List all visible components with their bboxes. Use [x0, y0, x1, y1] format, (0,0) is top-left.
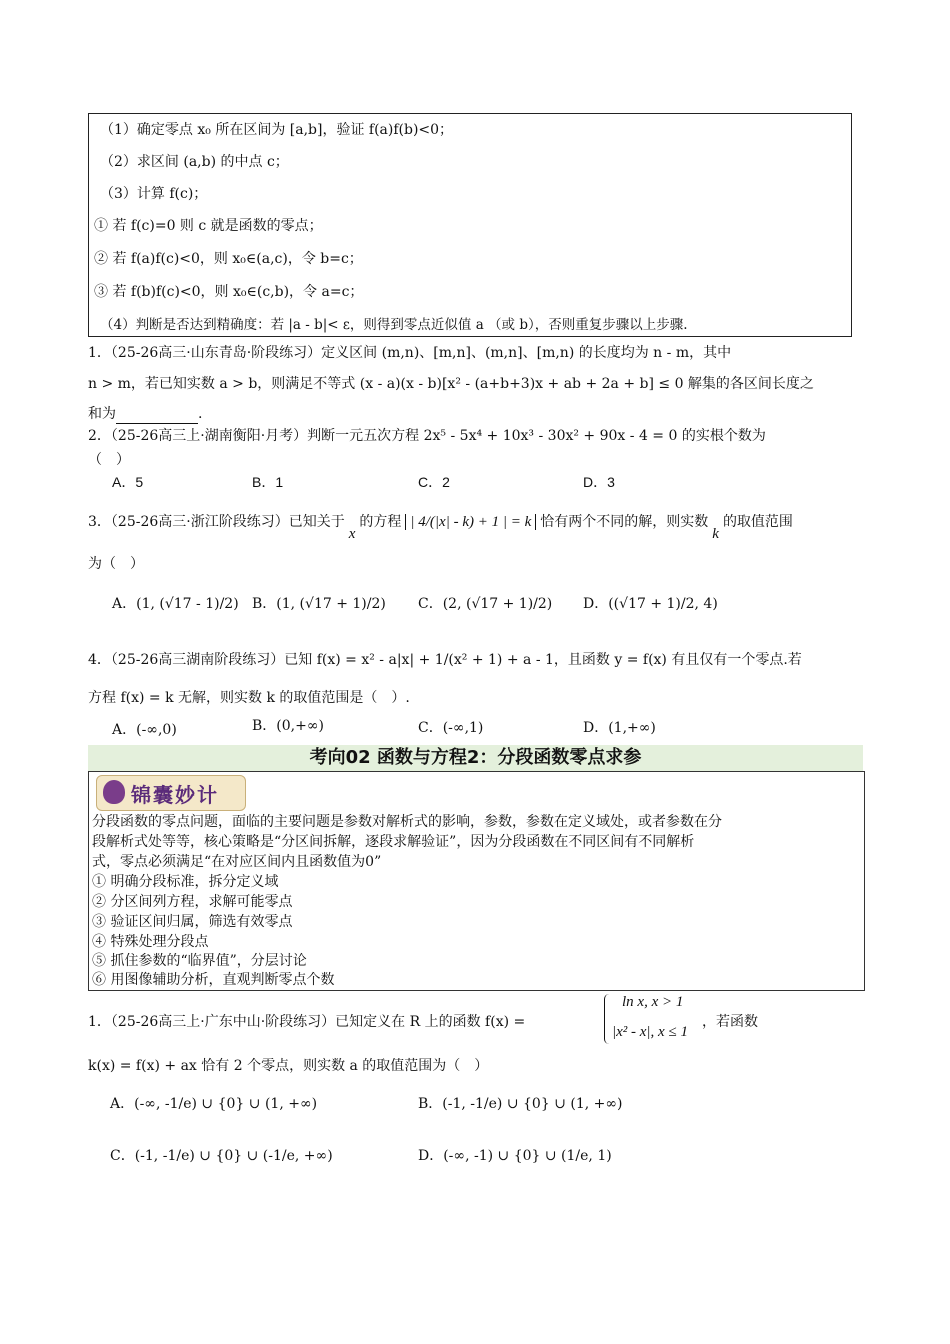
q3-line2: 为（ ）	[88, 556, 144, 572]
q2-line2: （ ）	[88, 452, 130, 468]
q2-option-d[interactable]: D．3	[583, 474, 615, 490]
tips-para-3: 式，零点必须满足“在对应区间内且函数值为0”	[92, 854, 382, 870]
section-title: 考向02 函数与方程2：分段函数零点求参	[88, 745, 863, 771]
q1-line3-text: 和为	[88, 406, 116, 422]
tips-para-2: 段解析式处等等，核心策略是“分区间拆解，逐段求解验证”，因为分段函数在不同区间有不同解析	[92, 834, 695, 850]
q2-line1: 2．（25-26高三上·湖南衡阳·月考）判断一元五次方程 2x⁵ - 5x⁴ + 10x³ - 30x² + 90x - 4 = 0 的实根个数为	[88, 428, 766, 444]
step-case-3: ③ 若 f(b)f(c)<0，则 x₀∈(c,b)，令 a=c；	[94, 284, 364, 300]
q5-case-1: ln x, x > 1	[622, 994, 684, 1010]
q3-text-d: 的取值范围	[722, 514, 793, 530]
step-1: （1）确定零点 x₀ 所在区间为 [a,b]，验证 f(a)f(b)<0；	[100, 122, 454, 138]
tips-para-1: 分段函数的零点问题，面临的主要问题是参数对解析式的影响，参数，参数在定义域处，或者参数在分	[92, 814, 722, 830]
q3-text-c: 恰有两个不同的解，则实数	[540, 514, 709, 530]
step-3: （3）计算 f(c)；	[100, 186, 208, 202]
q4-option-c[interactable]: C．(-∞,1)	[418, 720, 484, 736]
tips-item-5: ⑤ 抓住参数的“临界值”，分层讨论	[92, 953, 307, 969]
q2-option-b[interactable]: B．1	[252, 474, 284, 490]
q3-var-k: k	[712, 526, 719, 542]
q5-option-d[interactable]: D．(-∞, -1) ∪ {0} ∪ (1/e, 1)	[418, 1148, 612, 1164]
tips-item-2: ② 分区间列方程，求解可能零点	[92, 894, 293, 910]
tips-logo-text: 锦囊妙计	[131, 783, 219, 807]
tips-logo	[96, 775, 246, 811]
tips-item-4: ④ 特殊处理分段点	[92, 934, 209, 950]
q1-line2: n > m，若已知实数 a > b，则满足不等式 (x - a)(x - b)[x² - (a+b+3)x + ab + 2a + b] ≤ 0 解集的各区间长度之	[88, 376, 814, 392]
q2-option-a[interactable]: A．5	[112, 474, 144, 490]
q4-option-b[interactable]: B．(0,+∞)	[252, 718, 324, 734]
step-case-2: ② 若 f(a)f(c)<0，则 x₀∈(a,c)，令 b=c；	[94, 251, 363, 267]
q1-line1: 1．（25-26高三·山东青岛·阶段练习）定义区间 (m,n)、[m,n]、(m,n]、[m,n) 的长度均为 n - m，其中	[88, 345, 732, 361]
q3-option-c[interactable]: C．(2, (√17 + 1)/2)	[418, 596, 553, 612]
q3-text-a: 3．（25-26高三·浙江阶段练习）已知关于	[88, 514, 345, 530]
q1-line3-end: .	[198, 406, 203, 422]
q5-brace	[604, 994, 609, 1044]
tips-item-1: ① 明确分段标准，拆分定义域	[92, 874, 279, 890]
step-case-1: ① 若 f(c)=0 则 c 就是函数的零点；	[94, 218, 323, 234]
q3-line1	[88, 512, 793, 542]
q5-line1a: 1．（25-26高三上·广东中山·阶段练习）已知定义在 R 上的函数 f(x) =	[88, 1014, 526, 1030]
q5-line1b: ，若函数	[702, 1014, 758, 1030]
tips-item-3: ③ 验证区间归属，筛选有效零点	[92, 914, 293, 930]
q5-option-c[interactable]: C．(-1, -1/e) ∪ {0} ∪ (-1/e, +∞)	[110, 1148, 333, 1164]
q4-option-d[interactable]: D．(1,+∞)	[583, 720, 656, 736]
q4-line2: 方程 f(x) = k 无解，则实数 k 的取值范围是（ ）.	[88, 690, 410, 706]
tips-item-6: ⑥ 用图像辅助分析，直观判断零点个数	[92, 972, 335, 988]
q1-answer-blank[interactable]	[116, 409, 198, 424]
q5-option-b[interactable]: B．(-1, -1/e) ∪ {0} ∪ (1, +∞)	[418, 1096, 623, 1112]
bag-icon	[103, 780, 125, 804]
q4-option-a[interactable]: A．(-∞,0)	[112, 722, 177, 738]
q4-line1: 4．（25-26高三湖南阶段练习）已知 f(x) = x² - a|x| + 1/(x² + 1) + a - 1，且函数 y = f(x) 有且仅有一个零点.若	[88, 652, 802, 668]
q3-option-b[interactable]: B．(1, (√17 + 1)/2)	[252, 596, 386, 612]
q1-line3	[88, 404, 202, 424]
q3-var-x: x	[348, 526, 356, 542]
step-4: （4）判断是否达到精确度：若 |a - b|< ε，则得到零点近似值 a （或 b），否则重复步骤以上步骤.	[100, 317, 688, 333]
q3-option-a[interactable]: A．(1, (√17 - 1)/2)	[112, 596, 239, 612]
q2-option-c[interactable]: C．2	[418, 474, 450, 490]
q5-option-a[interactable]: A．(-∞, -1/e) ∪ {0} ∪ (1, +∞)	[110, 1096, 318, 1112]
q5-line2: k(x) = f(x) + ax 恰有 2 个零点，则实数 a 的取值范围为（ ）	[88, 1058, 489, 1074]
step-2: （2）求区间 (a,b) 的中点 c；	[100, 154, 289, 170]
q3-text-b: 的方程	[359, 514, 402, 530]
q3-equation: | 4/(|x| - k) + 1 | = k	[405, 514, 536, 530]
q3-option-d[interactable]: D．((√17 + 1)/2, 4)	[583, 596, 718, 612]
q5-case-2: |x² - x|, x ≤ 1	[612, 1024, 688, 1040]
